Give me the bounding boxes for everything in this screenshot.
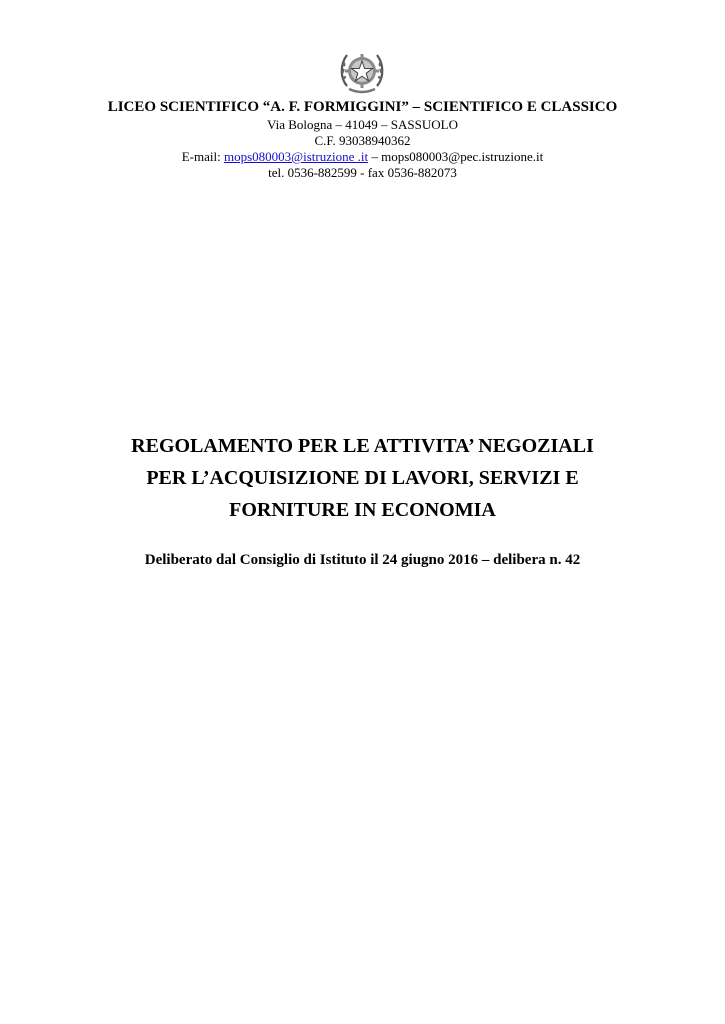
school-name: LICEO SCIENTIFICO “A. F. FORMIGGINI” – SCIENTIFICO E CLASSICO xyxy=(107,99,618,115)
fiscal-code: C.F. 93038940362 xyxy=(314,133,411,148)
email-line xyxy=(0,149,725,165)
deliberation-subtitle: Deliberato dal Consiglio di Istituto il 24 giugno 2016 – delibera n. 42 xyxy=(144,552,581,568)
document-title xyxy=(0,430,725,526)
school-address: Via Bologna – 41049 – SASSUOLO xyxy=(267,117,458,132)
email-link[interactable]: mops080003@istruzione .it xyxy=(223,149,369,164)
letterhead xyxy=(0,97,725,181)
title-line: PER L’ACQUISIZIONE DI LAVORI, SERVIZI E xyxy=(146,467,579,489)
pec-email: mops080003@pec.istruzione.it xyxy=(381,149,544,164)
italian-republic-emblem-icon xyxy=(337,46,387,96)
email-separator: – xyxy=(368,149,382,164)
phone-fax: tel. 0536-882599 - fax 0536-882073 xyxy=(268,165,457,180)
title-line: FORNITURE IN ECONOMIA xyxy=(229,499,496,521)
email-label: E-mail: xyxy=(181,149,224,164)
title-line: REGOLAMENTO PER LE ATTIVITA’ NEGOZIALI xyxy=(131,435,594,457)
